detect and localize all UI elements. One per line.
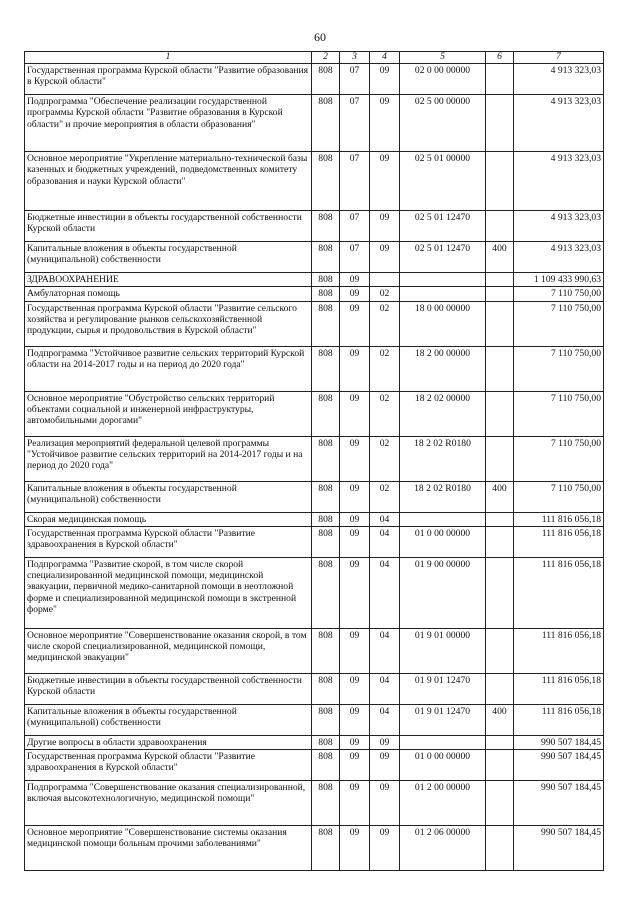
section-code-cell: 09 (340, 826, 370, 871)
row-name-cell: Подпрограмма "Развитие скорой, в том числе скорой специализированной медицинской помощи, медицинской эвакуации, первичной медико-санитарной помощи в неотложной форме и специализированной медицинской помощи в экстренной форме" (25, 557, 312, 628)
subsection-code-cell (370, 273, 400, 287)
expense-type-cell (486, 301, 514, 346)
section-code-cell: 09 (340, 346, 370, 391)
target-article-cell: 02 5 01 12470 (400, 211, 486, 242)
table-row (25, 211, 604, 242)
ministry-code-cell: 808 (312, 346, 340, 391)
amount-cell: 7 110 750,00 (514, 287, 604, 301)
subsection-code-cell: 09 (370, 781, 400, 826)
expense-type-cell (486, 826, 514, 871)
expense-type-cell (486, 346, 514, 391)
expense-type-cell (486, 512, 514, 526)
amount-cell: 4 913 323,03 (514, 242, 604, 273)
page-number: 60 (314, 30, 326, 44)
section-code-cell: 07 (340, 95, 370, 152)
target-article-cell: 02 5 01 00000 (400, 152, 486, 211)
section-code-cell: 09 (340, 273, 370, 287)
section-code-cell: 07 (340, 242, 370, 273)
target-article-cell: 02 0 00 00000 (400, 64, 486, 95)
target-article-cell (400, 287, 486, 301)
table-row (25, 781, 604, 826)
amount-cell: 990 507 184,45 (514, 826, 604, 871)
target-article-cell (400, 273, 486, 287)
target-article-cell: 18 2 02 R0180 (400, 481, 486, 512)
section-code-cell: 09 (340, 557, 370, 628)
subsection-code-cell: 02 (370, 391, 400, 436)
section-code-cell: 07 (340, 211, 370, 242)
subsection-code-cell: 04 (370, 628, 400, 673)
table-row (25, 273, 604, 287)
table-row (25, 242, 604, 273)
expense-type-cell (486, 391, 514, 436)
section-code-cell: 09 (340, 526, 370, 557)
table-row (25, 704, 604, 735)
amount-cell: 4 913 323,03 (514, 95, 604, 152)
expense-type-cell (486, 750, 514, 781)
target-article-cell: 18 2 00 00000 (400, 346, 486, 391)
subsection-code-cell: 02 (370, 481, 400, 512)
target-article-cell: 18 2 02 R0180 (400, 436, 486, 481)
target-article-cell: 02 5 00 00000 (400, 95, 486, 152)
column-number: 3 (340, 52, 370, 64)
row-name-cell: Бюджетные инвестиции в объекты государственной собственности Курской области (25, 673, 312, 704)
expense-type-cell (486, 526, 514, 557)
section-code-cell: 09 (340, 512, 370, 526)
amount-cell: 990 507 184,45 (514, 735, 604, 749)
target-article-cell (400, 735, 486, 749)
column-number: 1 (25, 52, 312, 64)
ministry-code-cell: 808 (312, 436, 340, 481)
subsection-code-cell: 09 (370, 64, 400, 95)
column-number: 2 (312, 52, 340, 64)
ministry-code-cell: 808 (312, 273, 340, 287)
ministry-code-cell: 808 (312, 781, 340, 826)
row-name-cell: Основное мероприятие "Совершенствование оказания скорой, в том числе скорой специализированной, медицинской помощи, медицинской эвакуации" (25, 628, 312, 673)
expense-type-cell (486, 95, 514, 152)
subsection-code-cell: 02 (370, 346, 400, 391)
table-row (25, 673, 604, 704)
row-name-cell: Основное мероприятие "Обустройство сельских территорий объектами социальной и инженерной инфраструктуры, автомобильными дорогами" (25, 391, 312, 436)
expense-type-cell: 400 (486, 242, 514, 273)
amount-cell: 111 816 056,18 (514, 628, 604, 673)
column-number: 7 (514, 52, 604, 64)
expense-type-cell (486, 673, 514, 704)
target-article-cell: 01 0 00 00000 (400, 526, 486, 557)
section-code-cell: 09 (340, 481, 370, 512)
amount-cell: 111 816 056,18 (514, 704, 604, 735)
ministry-code-cell: 808 (312, 735, 340, 749)
subsection-code-cell: 02 (370, 436, 400, 481)
ministry-code-cell: 808 (312, 557, 340, 628)
section-code-cell: 09 (340, 704, 370, 735)
subsection-code-cell: 04 (370, 704, 400, 735)
column-number: 5 (400, 52, 486, 64)
expense-type-cell (486, 211, 514, 242)
table-row (25, 301, 604, 346)
row-name-cell: Бюджетные инвестиции в объекты государственной собственности Курской области (25, 211, 312, 242)
row-name-cell: Основное мероприятие "Укрепление материально-технической базы казенных и бюджетных учреждений, подведомственных комитету образования и науки Курской области" (25, 152, 312, 211)
expense-type-cell (486, 436, 514, 481)
ministry-code-cell: 808 (312, 287, 340, 301)
table-row (25, 287, 604, 301)
expense-type-cell (486, 735, 514, 749)
expense-type-cell (486, 628, 514, 673)
row-name-cell: Скорая медицинская помощь (25, 512, 312, 526)
amount-cell: 1 109 433 990,63 (514, 273, 604, 287)
ministry-code-cell: 808 (312, 301, 340, 346)
amount-cell: 4 913 323,03 (514, 211, 604, 242)
section-code-cell: 07 (340, 152, 370, 211)
ministry-code-cell: 808 (312, 481, 340, 512)
subsection-code-cell: 09 (370, 750, 400, 781)
amount-cell: 111 816 056,18 (514, 526, 604, 557)
section-code-cell: 09 (340, 628, 370, 673)
row-name-cell: Государственная программа Курской области "Развитие образования в Курской области" (25, 64, 312, 95)
subsection-code-cell: 09 (370, 735, 400, 749)
table-row (25, 735, 604, 749)
table-row (25, 152, 604, 211)
ministry-code-cell: 808 (312, 826, 340, 871)
expense-type-cell: 400 (486, 481, 514, 512)
subsection-code-cell: 09 (370, 242, 400, 273)
section-code-cell: 09 (340, 287, 370, 301)
row-name-cell: Государственная программа Курской области "Развитие сельского хозяйства и регулирование рынков сельскохозяйственной продукции, сырья и продовольствия в Курской области" (25, 301, 312, 346)
row-name-cell: Капитальные вложения в объекты государственной (муниципальной) собственности (25, 481, 312, 512)
amount-cell: 111 816 056,18 (514, 512, 604, 526)
ministry-code-cell: 808 (312, 242, 340, 273)
amount-cell: 111 816 056,18 (514, 557, 604, 628)
ministry-code-cell: 808 (312, 512, 340, 526)
amount-cell: 990 507 184,45 (514, 750, 604, 781)
amount-cell: 7 110 750,00 (514, 391, 604, 436)
amount-cell: 111 816 056,18 (514, 673, 604, 704)
section-code-cell: 09 (340, 750, 370, 781)
amount-cell: 7 110 750,00 (514, 481, 604, 512)
target-article-cell: 01 0 00 00000 (400, 750, 486, 781)
table-row (25, 512, 604, 526)
amount-cell: 990 507 184,45 (514, 781, 604, 826)
target-article-cell: 02 5 01 12470 (400, 242, 486, 273)
section-code-cell: 09 (340, 391, 370, 436)
target-article-cell: 01 9 01 12470 (400, 673, 486, 704)
table-row (25, 750, 604, 781)
row-name-cell: Подпрограмма "Обеспечение реализации государственной программы Курской области "Развитие образования в Курской области" и прочие мероприятия в области образования" (25, 95, 312, 152)
section-code-cell: 07 (340, 64, 370, 95)
amount-cell: 7 110 750,00 (514, 436, 604, 481)
row-name-cell: Подпрограмма "Устойчивое развитие сельских территорий Курской области на 2014-2017 годы и на период до 2020 года" (25, 346, 312, 391)
expense-type-cell (486, 287, 514, 301)
row-name-cell: Другие вопросы в области здравоохранения (25, 735, 312, 749)
row-name-cell: Государственная программа Курской области "Развитие здравоохранения в Курской области" (25, 526, 312, 557)
table-row (25, 64, 604, 95)
table-row (25, 436, 604, 481)
ministry-code-cell: 808 (312, 211, 340, 242)
column-number: 4 (370, 52, 400, 64)
ministry-code-cell: 808 (312, 95, 340, 152)
row-name-cell: Государственная программа Курской области "Развитие здравоохранения в Курской области" (25, 750, 312, 781)
target-article-cell: 18 0 00 00000 (400, 301, 486, 346)
ministry-code-cell: 808 (312, 704, 340, 735)
subsection-code-cell: 09 (370, 826, 400, 871)
target-article-cell: 01 9 01 12470 (400, 704, 486, 735)
target-article-cell: 01 2 06 00000 (400, 826, 486, 871)
budget-table (24, 51, 604, 871)
row-name-cell: Капитальные вложения в объекты государственной (муниципальной) собственности (25, 704, 312, 735)
target-article-cell: 01 9 01 00000 (400, 628, 486, 673)
target-article-cell: 01 9 00 00000 (400, 557, 486, 628)
row-name-cell: Реализация мероприятий федеральной целевой программы "Устойчивое развитие сельских территорий на 2014-2017 годы и на период до 2020 года" (25, 436, 312, 481)
subsection-code-cell: 04 (370, 526, 400, 557)
row-name-cell: Основное мероприятие "Совершенствование системы оказания медицинской помощи больным прочими заболеваниями" (25, 826, 312, 871)
expense-type-cell (486, 64, 514, 95)
expense-type-cell: 400 (486, 704, 514, 735)
expense-type-cell (486, 273, 514, 287)
ministry-code-cell: 808 (312, 673, 340, 704)
ministry-code-cell: 808 (312, 64, 340, 95)
subsection-code-cell: 04 (370, 512, 400, 526)
ministry-code-cell: 808 (312, 391, 340, 436)
table-row (25, 95, 604, 152)
table-row (25, 481, 604, 512)
subsection-code-cell: 02 (370, 301, 400, 346)
row-name-cell: Подпрограмма "Совершенствование оказания специализированной, включая высокотехнологичную, медицинской помощи" (25, 781, 312, 826)
row-name-cell: ЗДРАВООХРАНЕНИЕ (25, 273, 312, 287)
section-code-cell: 09 (340, 735, 370, 749)
ministry-code-cell: 808 (312, 628, 340, 673)
ministry-code-cell: 808 (312, 152, 340, 211)
expense-type-cell (486, 781, 514, 826)
section-code-cell: 09 (340, 436, 370, 481)
column-number-row (25, 52, 604, 64)
amount-cell: 7 110 750,00 (514, 301, 604, 346)
subsection-code-cell: 04 (370, 557, 400, 628)
subsection-code-cell: 04 (370, 673, 400, 704)
table-row (25, 391, 604, 436)
subsection-code-cell: 09 (370, 211, 400, 242)
target-article-cell (400, 512, 486, 526)
expense-type-cell (486, 152, 514, 211)
subsection-code-cell: 09 (370, 95, 400, 152)
table-row (25, 526, 604, 557)
ministry-code-cell: 808 (312, 526, 340, 557)
subsection-code-cell: 02 (370, 287, 400, 301)
column-number: 6 (486, 52, 514, 64)
table-row (25, 557, 604, 628)
amount-cell: 4 913 323,03 (514, 152, 604, 211)
table-row (25, 346, 604, 391)
section-code-cell: 09 (340, 301, 370, 346)
subsection-code-cell: 09 (370, 152, 400, 211)
ministry-code-cell: 808 (312, 750, 340, 781)
amount-cell: 7 110 750,00 (514, 346, 604, 391)
amount-cell: 4 913 323,03 (514, 64, 604, 95)
row-name-cell: Капитальные вложения в объекты государственной (муниципальной) собственности (25, 242, 312, 273)
row-name-cell: Амбулаторная помощь (25, 287, 312, 301)
target-article-cell: 18 2 02 00000 (400, 391, 486, 436)
expense-type-cell (486, 557, 514, 628)
table-row (25, 826, 604, 871)
section-code-cell: 09 (340, 781, 370, 826)
table-row (25, 628, 604, 673)
target-article-cell: 01 2 00 00000 (400, 781, 486, 826)
section-code-cell: 09 (340, 673, 370, 704)
